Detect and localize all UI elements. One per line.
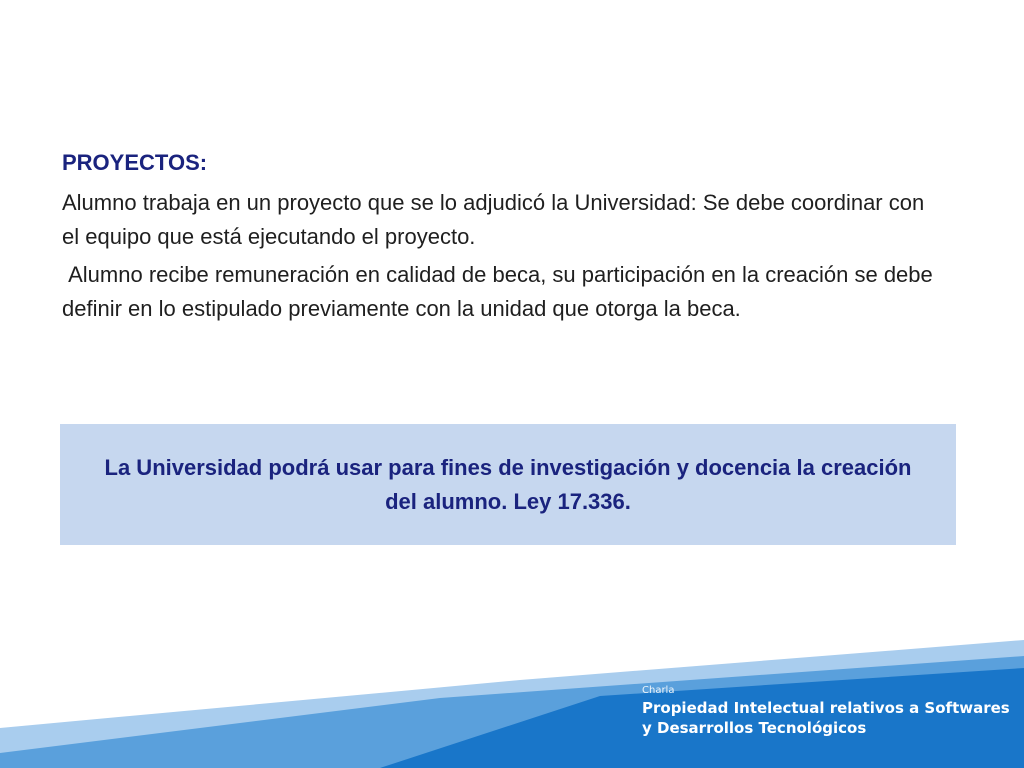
- section-heading: PROYECTOS:: [62, 150, 208, 175]
- callout-box: [60, 424, 956, 545]
- slide-body: [62, 146, 942, 326]
- footer-caption: [642, 684, 1010, 738]
- footer-title-line-1: Propiedad Intelectual relativos a Softwares: [642, 699, 1010, 717]
- paragraph-scholarship: Alumno recibe remuneración en calidad de beca, su participación en la creación se debe definir en lo estipulado previamente con la unidad que otorga la beca.: [62, 262, 939, 321]
- paragraph-project: Alumno trabaja en un proyecto que se lo adjudicó la Universidad: Se debe coordinar con el equipo que está ejecutando el proyecto.: [62, 190, 925, 249]
- callout-text: La Universidad podrá usar para fines de investigación y docencia la creación del alumno. Ley 17.336.: [104, 454, 912, 514]
- footer-title-line-2: y Desarrollos Tecnológicos: [642, 719, 867, 737]
- footer-kicker: Charla: [642, 685, 675, 696]
